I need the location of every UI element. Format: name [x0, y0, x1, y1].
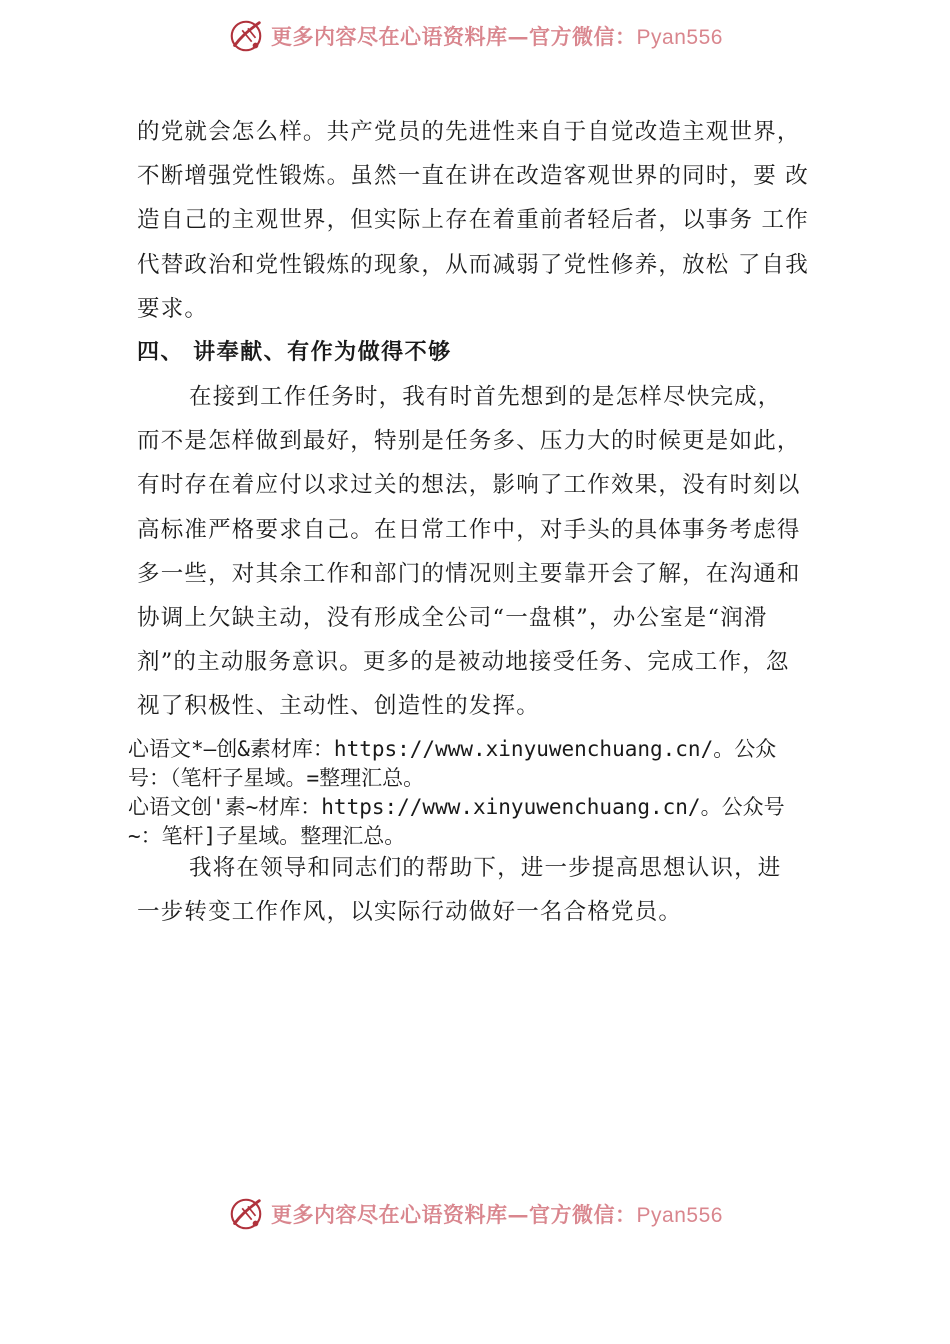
paragraph-line: 不断增强党性锻炼。虽然一直在讲在改造客观世界的同时，要 改 — [137, 163, 809, 190]
wechat-id: Pyan556 — [636, 26, 723, 49]
paragraph-line: 高标准严格要求自己。在日常工作中，对手头的具体事务考虑得 — [137, 516, 801, 543]
watermark-text: 更多内容尽在心语资料库—官方微信：Pyan556 — [271, 1202, 723, 1227]
paragraph-line: 造自己的主观世界，但实际上存在着重前者轻后者，以事务 工作 — [137, 207, 809, 234]
source-note-line: 号：（笔杆子星域。=整理汇总。 — [128, 766, 425, 790]
paragraph-line: 而不是怎样做到最好，特别是任务多、压力大的时候更是如此， — [137, 428, 801, 455]
closing-paragraph — [137, 846, 837, 934]
paragraph-line: 一步转变工作作风，以实际行动做好一名合格党员。 — [137, 899, 683, 926]
header-watermark — [0, 14, 950, 58]
section-heading: 四、 讲奉献、有作为做得不够 — [137, 340, 452, 366]
paragraph-line: 要求。 — [137, 295, 209, 322]
paragraph-line: 的党就会怎么样。共产党员的先进性来自于自觉改造主观世界， — [137, 119, 801, 145]
source-notes — [128, 735, 848, 851]
paragraph-line: 视了积极性、主动性、创造性的发挥。 — [137, 693, 540, 720]
paragraph-line: 在接到工作任务时，我有时首先想到的是怎样尽快完成， — [189, 384, 782, 411]
paragraph-line: 多一些，对其余工作和部门的情况则主要靠开会了解，在沟通和 — [137, 560, 801, 587]
library-logo-icon — [227, 1195, 265, 1233]
wechat-id: Pyan556 — [636, 1204, 723, 1227]
paragraph-line: 剂”的主动服务意识。更多的是被动地接受任务、完成工作，忽 — [137, 649, 790, 676]
paragraph-line: 协调上欠缺主动，没有形成全公司“一盘棋”，办公室是“润滑 — [137, 605, 768, 632]
paragraph-line: 代替政治和党性锻炼的现象，从而减弱了党性修养，放松 了自我 — [137, 251, 809, 278]
source-note-line: ~：笔杆]子星域。整理汇总。 — [128, 824, 406, 848]
footer-watermark — [0, 1192, 950, 1236]
paragraph-line: 有时存在着应付以求过关的想法，影响了工作效果，没有时刻以 — [137, 472, 801, 499]
source-note-line: 心语文创'素~材库：https://www.xinyuwenchuang.cn/。公众号 — [128, 795, 785, 819]
paragraph-line: 我将在领导和同志们的帮助下，进一步提高思想认识，进 — [189, 855, 782, 881]
source-note-line: 心语文*—创&素材库：https://www.xinyuwenchuang.cn/。公众 — [128, 737, 777, 761]
watermark-text: 更多内容尽在心语资料库—官方微信：Pyan556 — [271, 24, 723, 49]
library-logo-icon — [227, 17, 265, 55]
document-body — [137, 110, 837, 729]
